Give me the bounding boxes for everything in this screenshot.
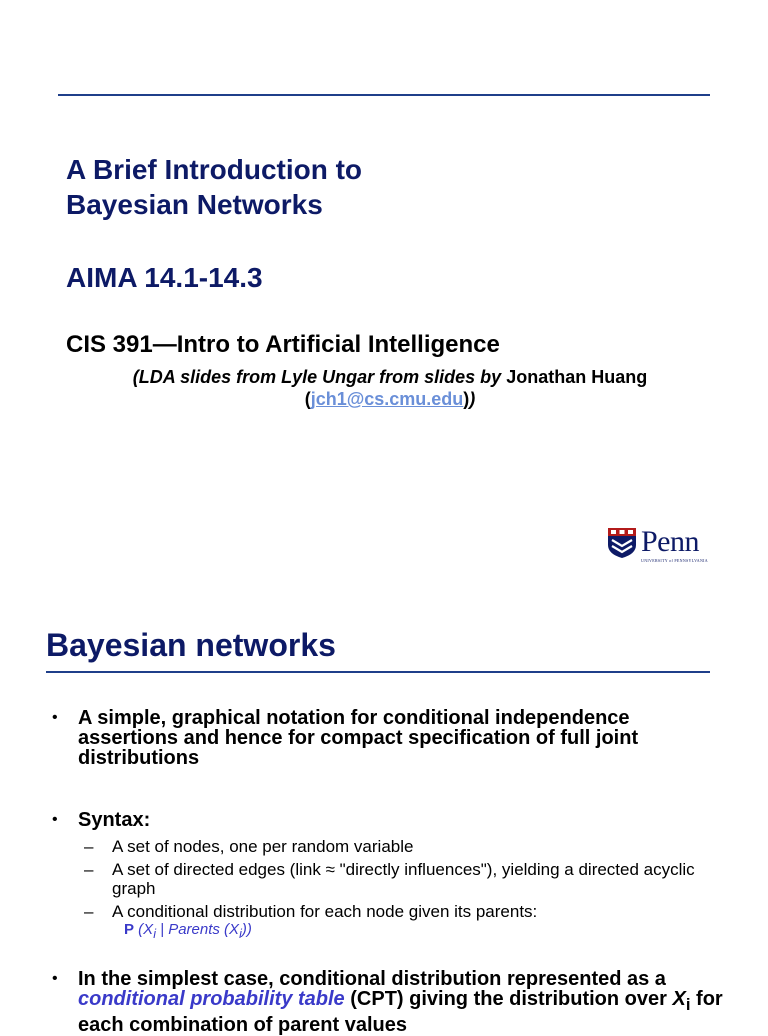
slide-content (46, 708, 726, 1035)
dash-icon: – (84, 837, 94, 856)
email-link[interactable]: jch1@cs.cmu.edu (310, 389, 464, 409)
bullet-item (46, 708, 726, 768)
credit-author: Jonathan Huang (506, 367, 648, 387)
bullet-dot-icon: • (52, 811, 58, 828)
credit-italic: (LDA slides from Lyle Ungar from slides by (132, 367, 502, 387)
sub-text: A set of directed edges (link ≈ "directly influences"), yielding a directed acyclic graph (112, 860, 695, 898)
bullet-dot-icon: • (52, 970, 58, 987)
bullet-text-mid: (CPT) giving the distribution over (350, 988, 667, 1010)
formula (46, 921, 726, 943)
bullet-dot-icon: • (52, 709, 58, 726)
bullet-text-end: for each combination of parent values (78, 988, 723, 1036)
course-title: CIS 391—Intro to Artificial Intelligence (66, 331, 500, 358)
bullet-item (46, 810, 726, 830)
formula-sub-2: i (239, 927, 242, 941)
penn-logo (607, 527, 708, 563)
formula-sub: i (153, 927, 156, 941)
slide-subtitle: AIMA 14.1-14.3 (66, 262, 263, 293)
heading-rule (46, 671, 710, 673)
cpt-term: conditional probability table (78, 988, 345, 1010)
dash-icon: – (84, 860, 94, 879)
formula-open: (X (134, 921, 154, 938)
title-line-1: A Brief Introduction to (66, 154, 363, 185)
sub-text: A set of nodes, one per random variable (112, 837, 414, 856)
credit-end-paren: ) (469, 389, 476, 409)
sub-item (46, 837, 726, 856)
credit-close-paren: ) (463, 389, 470, 409)
credit-open-paren: ( (304, 389, 311, 409)
credit-block (90, 366, 690, 410)
formula-mid: | Parents (X (155, 921, 240, 938)
title-line-2: Bayesian Networks (66, 189, 323, 220)
dash-icon: – (84, 902, 94, 921)
logo-wordmark: Penn (641, 525, 699, 558)
bullet-text: A simple, graphical notation for conditional independence assertions and hence for compact specification of full joint distributions (78, 707, 639, 769)
logo-subtitle: UNIVERSITY of PENNSYLVANIA (641, 558, 708, 563)
sub-item (46, 902, 726, 921)
bullet-text: Syntax: (78, 809, 151, 831)
formula-p: P (124, 921, 135, 938)
bullet-text: In the simplest case, conditional distribution represented as a (78, 968, 666, 990)
top-rule (58, 94, 710, 96)
content-slide (0, 600, 768, 1036)
var-sub: i (685, 995, 691, 1014)
var-x: X (672, 988, 686, 1010)
formula-close: )) (241, 921, 252, 938)
bullet-item (46, 969, 726, 1035)
sub-item (46, 860, 726, 898)
slide-heading: Bayesian networks (46, 627, 336, 663)
penn-shield-icon (607, 527, 637, 559)
slide-title (66, 152, 362, 222)
sub-text: A conditional distribution for each node given its parents: (112, 902, 538, 921)
